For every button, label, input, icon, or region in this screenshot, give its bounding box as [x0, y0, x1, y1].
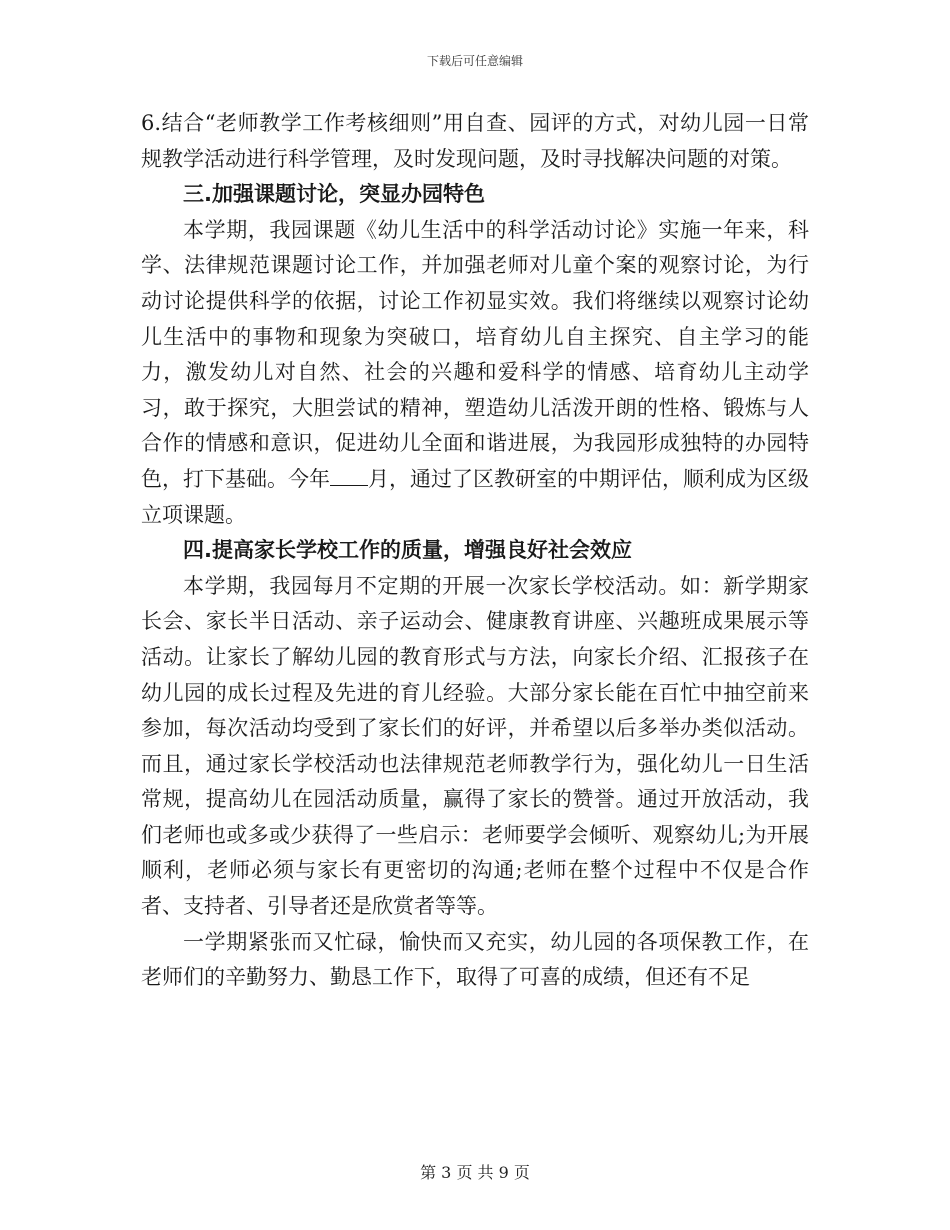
paragraph-summary: 一学期紧张而又忙碌，愉快而又充实，幼儿园的各项保教工作，在老师们的辛勤努力、勤恳工作下，取得了可喜的成绩，但还有不足 — [141, 929, 809, 990]
document-body — [141, 106, 809, 996]
section-heading-4: 四.提高家长学校工作的质量，增强良好社会效应 — [183, 538, 632, 563]
paragraph-section-3-text-b: 月，通过了区教研室的中期评估，顺利成为区级立项课题。 — [141, 466, 809, 527]
paragraph-item-6: 6.结合“老师教学工作考核细则”用自查、园评的方式，对幼儿园一日常规教学活动进行科学管理，及时发现问题，及时寻找解决问题的对策。 — [141, 111, 809, 171]
fill-in-blank — [330, 467, 368, 486]
page-header-note: 下载后可任意编辑 — [426, 54, 523, 68]
paragraph-section-4: 本学期，我园每月不定期的开展一次家长学校活动。如：新学期家长会、家长半日活动、亲子运动会、健康教育讲座、兴趣班成果展示等活动。让家长了解幼儿园的教育形式与方法，向家长介绍、汇报孩子在幼儿园的成长过程及先进的育儿经验。大部分家长能在百忙中抽空前来参加，每次活动均受到了家长们的好评，并希望以后多举办类似活动。而且，通过家长学校活动也法律规范老师教学行为，强化幼儿一日生活常规，提高幼儿在园活动质量，赢得了家长的赞誉。通过开放活动，我们老师也或多或少获得了一些启示：老师要学会倾听、观察幼儿;为开展顺利，老师必须与家长有更密切的沟通;老师在整个过程中不仅是合作者、支持者、引导者还是欣赏者等等。 — [141, 573, 809, 919]
paragraph-section-3 — [141, 213, 809, 533]
section-heading-3: 三.加强课题讨论，突显办园特色 — [183, 182, 485, 207]
page-number: 第 3 页 共 9 页 — [420, 1163, 530, 1182]
paragraph-section-3-text-a: 本学期，我园课题《幼儿生活中的科学活动讨论》实施一年来，科学、法律规范课题讨论工作，并加强老师对儿童个案的观察讨论，为行动讨论提供科学的依据，讨论工作初显实效。我们将继续以观察讨论幼儿生活中的事物和现象为突破口，培育幼儿自主探究、自主学习的能力，激发幼儿对自然、社会的兴趣和爱科学的情感、培育幼儿主动学习，敢于探究，大胆尝试的精神，塑造幼儿活泼开朗的性格、锻炼与人合作的情感和意识，促进幼儿全面和谐进展，为我园形成独特的办园特色，打下基础。今年 — [141, 217, 809, 491]
